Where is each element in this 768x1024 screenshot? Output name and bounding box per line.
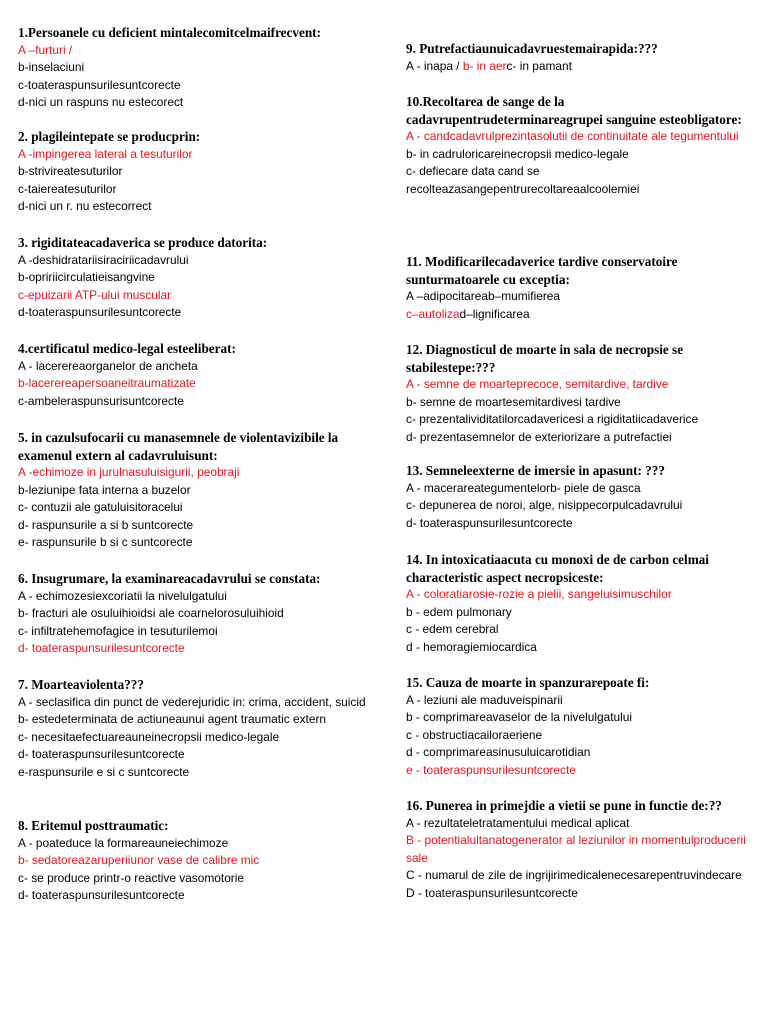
- answer-option: c-ambeleraspunsurisuntcorecte: [18, 393, 184, 408]
- answer-option: C - numarul de zile de ingrijirimedicalenecesarepentruvindecare: [406, 868, 742, 883]
- question-title: 15. Cauza de moarte in spanzurarepoate fi:: [406, 675, 650, 690]
- answer-segment: c–autoliza: [406, 306, 460, 321]
- question-title: 4.certificatul medico-legal esteeliberat:: [18, 341, 236, 356]
- question-title: 14. In intoxicatiaacuta cu monoxi de de carbon celmai characteristic aspect necropsiceste:: [406, 552, 709, 585]
- question-block: [406, 462, 756, 532]
- answer-option: d- prezentasemnelor de exteriorizare a putrefactiei: [406, 429, 672, 444]
- answer-option: c-epuizarii ATP-ului muscular: [18, 287, 172, 302]
- answer-option: d-nici un raspuns nu estecorect: [18, 95, 184, 110]
- answer-option: A -impingerea lateral a tesuturilor: [18, 146, 193, 161]
- answer-option: A - rezultateletratamentului medical aplicat: [406, 815, 630, 830]
- answer-option: d- toateraspunsurilesuntcorecte: [406, 515, 573, 530]
- question-block: [18, 24, 380, 112]
- question-title: 10.Recoltarea de sange de la cadavrupentrudeterminareagrupei sanguine esteobligatore:: [406, 94, 742, 127]
- question-block: [18, 128, 380, 216]
- answer-option: d - hemoragiemiocardica: [406, 639, 537, 654]
- answer-option: c-taiereatesuturilor: [18, 181, 117, 196]
- answer-option: A - macerareategumentelorb- piele de gasca: [406, 480, 641, 495]
- question-title: 7. Moarteaviolenta???: [18, 677, 144, 692]
- answer-option: b-strivireatesuturilor: [18, 164, 123, 179]
- question-title: 6. Insugrumare, la examinareacadavrului se constata:: [18, 571, 321, 586]
- answer-option: [406, 306, 756, 324]
- answer-option: B - potentialultanatogenerator al leziunilor in momentulproducerii sale: [406, 833, 746, 865]
- answer-option: c- defiecare data cand se recolteazasangepentrurecoltareaalcoolemiei: [406, 164, 640, 196]
- answer-segment: b- in aer: [462, 58, 507, 73]
- answer-option: d-toateraspunsurilesuntcorecte: [18, 305, 182, 320]
- answer-option: A -deshidratariisiraciriicadavrului: [18, 252, 189, 267]
- question-block: [18, 340, 380, 410]
- answer-option: d- toateraspunsurilesuntcorecte: [18, 641, 185, 656]
- question-title: 1.Persoanele cu deficient mintalecomitcelmaifrecvent:: [18, 25, 321, 40]
- answer-option: A - leziuni ale maduveispinarii: [406, 692, 563, 707]
- answer-option: b - comprimareavaselor de la nivelulgatului: [406, 710, 633, 725]
- answer-option: c - obstructiacailoraeriene: [406, 727, 543, 742]
- answer-option: b-leziunipe fata interna a buzelor: [18, 482, 191, 497]
- answer-option: D - toateraspunsurilesuntcorecte: [406, 885, 578, 900]
- answer-option: A - echimozesiexcoriatii la nivelulgatului: [18, 588, 227, 603]
- answer-option: d - comprimareasinusuluicarotidian: [406, 745, 591, 760]
- answer-option: b-opririicirculatieisangvine: [18, 270, 155, 285]
- answer-option: A - seclasifica din punct de vederejuridic in: crima, accident, suicid: [18, 694, 366, 709]
- question-block: [18, 234, 380, 322]
- answer-option: b-inselaciuni: [18, 60, 85, 75]
- answer-option: c- necesitaefectuareauneinecropsii medico-legale: [18, 729, 280, 744]
- answer-option: c- infiltratehemofagice in tesuturilemoi: [18, 623, 218, 638]
- answer-segment: A - inapa /: [406, 58, 463, 73]
- question-block: [406, 674, 756, 779]
- answer-option: e- raspunsurile b si c suntcorecte: [18, 535, 193, 550]
- question-block: [18, 429, 380, 552]
- question-title: 5. in cazulsufocarii cu manasemnele de violentavizibile la examenul extern al cadavruluisunt:: [18, 430, 339, 463]
- question-title: 9. Putrefactiaunuicadavruestemairapida:???: [406, 41, 658, 56]
- answer-option: b- sedatoreazaruperiiunor vase de calibre mic: [18, 853, 260, 868]
- answer-segment: d–lignificarea: [459, 306, 530, 321]
- question-title: 3. rigiditateacadaverica se produce datorita:: [18, 235, 268, 250]
- answer-option: d- toateraspunsurilesuntcorecte: [18, 888, 185, 903]
- answer-option: c - edem cerebral: [406, 622, 499, 637]
- question-block: [18, 676, 380, 781]
- answer-option: c- contuzii ale gatuluisitoracelui: [18, 500, 183, 515]
- answer-option: b- in cadruloricareinecropsii medico-legale: [406, 146, 629, 161]
- answer-segment: c- in pamant: [506, 58, 572, 73]
- question-block: [18, 570, 380, 658]
- answer-option: A - candcadavrulprezintasolutii de continuitate ale tegumentului: [406, 129, 739, 144]
- answer-option: A -echimoze in jurulnasuluisigurii, peobraji: [18, 465, 240, 480]
- question-block: [406, 40, 756, 75]
- answer-option: d-nici un r. nu estecorrect: [18, 199, 152, 214]
- answer-option: [406, 58, 756, 76]
- answer-option: c-toateraspunsurilesuntcorecte: [18, 77, 181, 92]
- answer-option: A - lacerereaorganelor de ancheta: [18, 358, 198, 373]
- answer-option: d- toateraspunsurilesuntcorecte: [18, 747, 185, 762]
- question-title: 16. Punerea in primejdie a vietii se pune in functie de:??: [406, 798, 722, 813]
- answer-option: A - coloratiarosie-rozie a pielii, sangeluisimuschilor: [406, 587, 672, 602]
- question-block: [18, 817, 380, 905]
- question-block: [406, 93, 756, 198]
- question-title: 12. Diagnosticul de moarte in sala de necropsie se stabilestepe:???: [406, 342, 684, 375]
- answer-option: A - semne de moarteprecoce, semitardive, tardive: [406, 377, 669, 392]
- question-title: 2. plagileintepate se producprin:: [18, 129, 201, 144]
- answer-option: c- se produce printr-o reactive vasomotorie: [18, 870, 245, 885]
- question-block: [406, 797, 756, 902]
- answer-option: b- fracturi ale osuluihioidsi ale coarnelorosuluihioid: [18, 606, 284, 621]
- answer-option: b- estedeterminata de actiuneaunui agent traumatic extern: [18, 712, 327, 727]
- answer-option: c- depunerea de noroi, alge, nisippecorpulcadavrului: [406, 498, 683, 513]
- answer-option: e - toateraspunsurilesuntcorecte: [406, 762, 576, 777]
- answer-option: A –furturi /: [18, 42, 73, 57]
- answer-option: b- semne de moartesemitardivesi tardive: [406, 394, 621, 409]
- question-block: [406, 253, 756, 323]
- answer-option: A –adipocitareab–mumifierea: [406, 289, 561, 304]
- answer-option: c- prezentalividitatilorcadavericesi a rigiditatiicadaverice: [406, 412, 699, 427]
- answer-option: e-raspunsurile e si c suntcorecte: [18, 764, 190, 779]
- answer-option: d- raspunsurile a si b suntcorecte: [18, 517, 194, 532]
- question-title: 11. Modificarilecadaverice tardive conservatoire sunturmatoarele cu exceptia:: [406, 254, 678, 287]
- question-title: 8. Eritemul posttraumatic:: [18, 818, 169, 833]
- question-title: 13. Semneleexterne de imersie in apasunt: ???: [406, 463, 665, 478]
- answer-option: b-lacerereapersoaneitraumatizate: [18, 376, 196, 391]
- answer-option: b - edem pulmonary: [406, 604, 512, 619]
- question-block: [406, 551, 756, 656]
- question-block: [406, 341, 756, 446]
- answer-option: A - poateduce la formareauneiechimoze: [18, 835, 229, 850]
